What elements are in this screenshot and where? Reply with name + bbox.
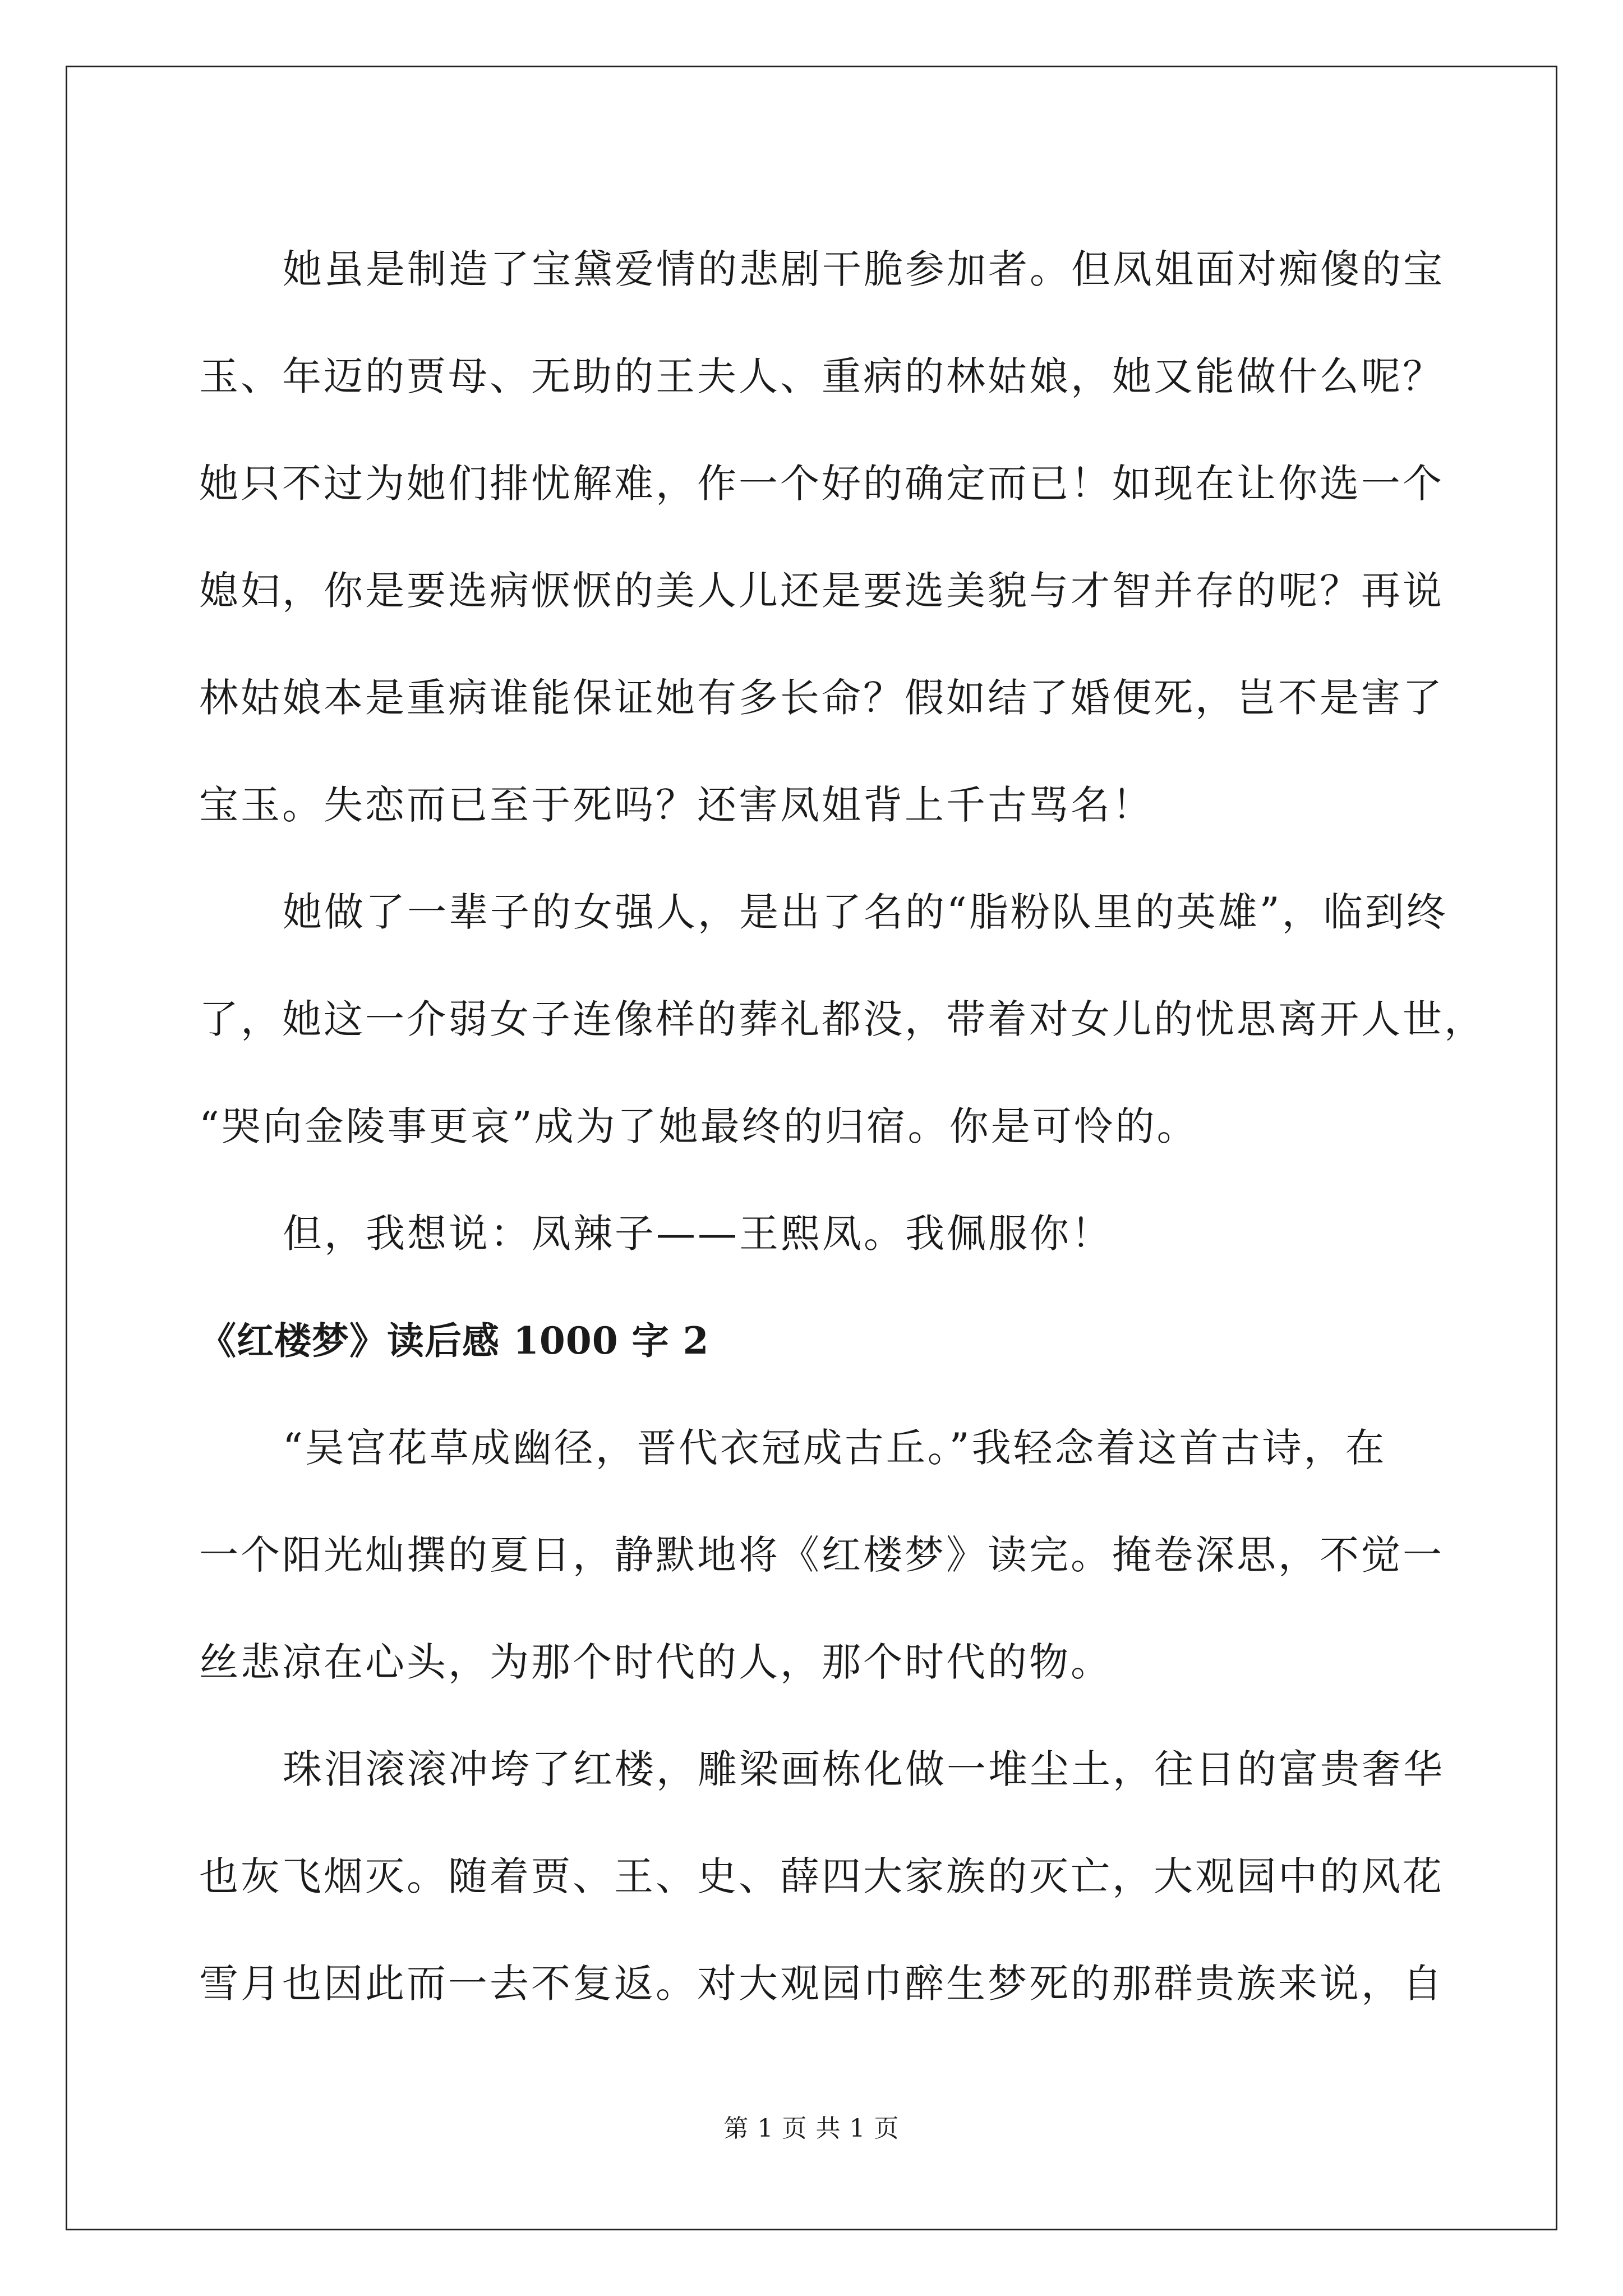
text-line: 她做了一辈子的女强人，是出了名的“脂粉队里的英雄”，临到终 [283,889,1448,935]
text-line: 玉、年迈的贾母、无助的王夫人、重病的林姑娘，她又能做什么呢？ [199,353,1444,399]
text-line: 但，我想说：凤辣子——王熙凤。我佩服你！ [283,1211,1113,1257]
text-line: “吴宫花草成幽径，晋代衣冠成古丘。”我轻念着这首古诗，在 [283,1425,1387,1471]
text-line: 雪月也因此而一去不复返。对大观园巾醉生梦死的那群贵族来说，自 [199,1961,1444,2007]
paragraph-4 [199,1395,1444,1716]
text-line: 也灰飞烟灭。随着贾、王、史、薛四大家族的灭亡，大观园中的风花 [199,1853,1444,1899]
text-line: 她虽是制造了宝黛爱情的悲剧干脆参加者。但凤姐面对痴傻的宝 [283,246,1445,292]
paragraph-5 [199,1716,1445,2037]
text-line: 林姑娘本是重病谁能保证她有多长命？假如结了婚便死，岂不是害了 [199,675,1444,721]
document-body [199,216,1486,2037]
text-line: 了，她这一介弱女子连像样的葬礼都没，带着对女儿的忧思离开人世， [199,996,1486,1042]
paragraph-2 [199,859,1486,1180]
text-line: 珠泪滚滚冲垮了红楼，雕梁画栋化做一堆尘土，往日的富贵奢华 [283,1746,1445,1792]
text-line: 一个阳光灿撰的夏日，静默地将《红楼梦》读完。掩卷深思，不觉一 [199,1532,1444,1578]
text-line: 她只不过为她们排忧解难，作一个好的确定而已！如现在让你选一个 [199,461,1444,507]
section-heading: 《红楼梦》读后感 1000 字 2 [199,1319,709,1363]
text-line: 宝玉。失恋而已至于死吗？还害凤姐背上千古骂名！ [199,782,1154,828]
paragraph-3 [199,1180,1438,1287]
text-line: “哭向金陵事更哀”成为了她最终的归宿。你是可怜的。 [199,1103,1198,1149]
text-line: 丝悲凉在心头，为那个时代的人，那个时代的物。 [199,1639,1112,1685]
paragraph-1 [199,216,1445,859]
page-footer: 第 1 页 共 1 页 [723,2114,900,2143]
text-line: 媳妇，你是要选病恹恹的美人儿还是要选美貌与才智并存的呢？再说 [199,568,1444,614]
